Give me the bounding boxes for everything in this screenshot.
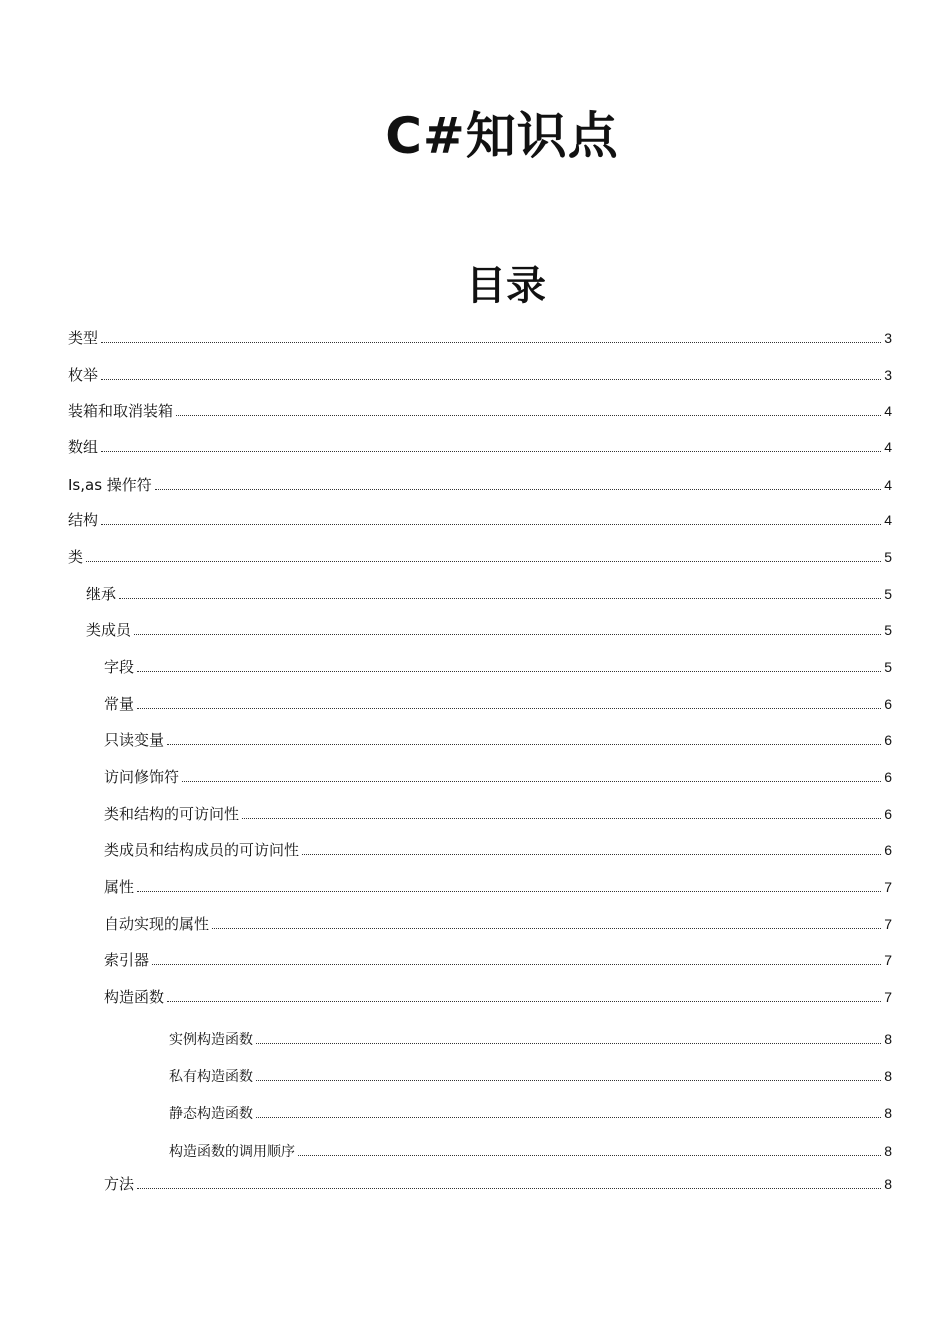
toc-entry-label: Is,as 操作符 bbox=[68, 476, 152, 494]
toc-entry-page: 6 bbox=[884, 806, 892, 822]
toc-entry-page: 7 bbox=[884, 952, 892, 968]
toc-leader bbox=[152, 964, 881, 965]
toc-entry-label: 结构 bbox=[68, 511, 99, 529]
toc-entry-page: 4 bbox=[884, 403, 892, 419]
toc-entry[interactable] bbox=[169, 1103, 892, 1124]
toc-entry-label: 属性 bbox=[104, 878, 135, 896]
toc-entry[interactable] bbox=[169, 1066, 892, 1087]
toc-entry-label: 类型 bbox=[68, 329, 99, 347]
toc-entry-page: 5 bbox=[884, 549, 892, 565]
toc-entry-label: 装箱和取消装箱 bbox=[68, 402, 174, 420]
toc-leader bbox=[101, 451, 881, 452]
toc-entry[interactable] bbox=[104, 987, 892, 1007]
toc-leader bbox=[134, 634, 881, 635]
toc-entry-page: 4 bbox=[884, 477, 892, 493]
toc-entry[interactable] bbox=[68, 547, 892, 567]
toc-entry-label: 访问修饰符 bbox=[104, 768, 180, 786]
toc-leader bbox=[119, 598, 881, 599]
toc-entry[interactable] bbox=[68, 510, 892, 530]
toc-entry[interactable] bbox=[104, 694, 892, 714]
toc-entry[interactable] bbox=[104, 840, 892, 860]
toc-entry-page: 8 bbox=[884, 1105, 892, 1121]
toc-leader bbox=[137, 891, 881, 892]
toc-leader bbox=[86, 561, 881, 562]
toc-entry-label: 类 bbox=[68, 548, 84, 566]
toc-leader bbox=[101, 342, 881, 343]
toc-leader bbox=[167, 744, 881, 745]
toc-heading: 目录 bbox=[466, 263, 546, 309]
toc-leader bbox=[101, 379, 881, 380]
toc-leader bbox=[155, 489, 881, 490]
toc-entry-page: 6 bbox=[884, 696, 892, 712]
toc-leader bbox=[137, 1188, 881, 1189]
toc-entry-page: 8 bbox=[884, 1068, 892, 1084]
toc-entry-page: 5 bbox=[884, 659, 892, 675]
toc-entry[interactable] bbox=[68, 437, 892, 457]
toc-leader bbox=[212, 928, 881, 929]
toc-entry-label: 静态构造函数 bbox=[169, 1106, 253, 1122]
toc-leader bbox=[298, 1155, 881, 1156]
toc-entry-page: 4 bbox=[884, 439, 892, 455]
toc-entry-label: 类和结构的可访问性 bbox=[104, 805, 240, 823]
toc-entry[interactable] bbox=[104, 877, 892, 897]
toc-leader bbox=[242, 818, 881, 819]
toc-entry-label: 只读变量 bbox=[104, 731, 165, 749]
toc-leader bbox=[176, 415, 881, 416]
toc-entry[interactable] bbox=[68, 328, 892, 348]
toc-entry-label: 私有构造函数 bbox=[169, 1069, 253, 1085]
toc-entry-label: 构造函数 bbox=[104, 988, 165, 1006]
toc-entry[interactable] bbox=[169, 1029, 892, 1050]
toc-entry-page: 8 bbox=[884, 1176, 892, 1192]
toc-entry-label: 数组 bbox=[68, 438, 99, 456]
toc-entry-label: 方法 bbox=[104, 1175, 135, 1193]
toc-leader bbox=[302, 854, 881, 855]
toc-entry-page: 3 bbox=[884, 330, 892, 346]
toc-entry[interactable] bbox=[68, 475, 892, 495]
toc-leader bbox=[182, 781, 881, 782]
toc-entry-label: 枚举 bbox=[68, 366, 99, 384]
toc-entry-label: 类成员 bbox=[86, 621, 132, 639]
toc-entry[interactable] bbox=[104, 767, 892, 787]
toc-entry-label: 继承 bbox=[86, 585, 117, 603]
toc-entry[interactable] bbox=[86, 584, 892, 604]
toc-entry-label: 构造函数的调用顺序 bbox=[169, 1144, 295, 1160]
toc-leader bbox=[256, 1043, 881, 1044]
toc-leader bbox=[137, 671, 881, 672]
toc-leader bbox=[101, 524, 881, 525]
toc-entry-label: 字段 bbox=[104, 658, 135, 676]
toc-leader bbox=[256, 1117, 881, 1118]
toc-entry[interactable] bbox=[86, 620, 892, 640]
toc-entry-page: 7 bbox=[884, 916, 892, 932]
toc-entry-page: 5 bbox=[884, 622, 892, 638]
toc-entry-page: 6 bbox=[884, 842, 892, 858]
toc-entry-label: 实例构造函数 bbox=[169, 1032, 253, 1048]
document-title: C#知识点 bbox=[385, 107, 619, 165]
toc-entry-label: 自动实现的属性 bbox=[104, 915, 210, 933]
toc-leader bbox=[137, 708, 881, 709]
toc-entry-page: 8 bbox=[884, 1143, 892, 1159]
toc-entry-page: 8 bbox=[884, 1031, 892, 1047]
toc-entry[interactable] bbox=[104, 1174, 892, 1194]
toc-entry-page: 3 bbox=[884, 367, 892, 383]
toc-entry-page: 7 bbox=[884, 989, 892, 1005]
toc-entry-page: 6 bbox=[884, 732, 892, 748]
toc-leader bbox=[256, 1080, 881, 1081]
toc-entry[interactable] bbox=[104, 804, 892, 824]
toc-entry-label: 类成员和结构成员的可访问性 bbox=[104, 841, 300, 859]
toc-entry-page: 4 bbox=[884, 512, 892, 528]
toc-entry[interactable] bbox=[104, 730, 892, 750]
toc-entry-label: 常量 bbox=[104, 695, 135, 713]
toc-entry-label: 索引器 bbox=[104, 951, 150, 969]
toc-entry[interactable] bbox=[104, 950, 892, 970]
toc-leader bbox=[167, 1001, 881, 1002]
toc-entry[interactable] bbox=[169, 1141, 892, 1162]
toc-entry-page: 6 bbox=[884, 769, 892, 785]
toc-entry[interactable] bbox=[104, 657, 892, 677]
toc-entry[interactable] bbox=[68, 401, 892, 421]
toc-entry-page: 7 bbox=[884, 879, 892, 895]
toc-entry[interactable] bbox=[68, 365, 892, 385]
toc-entry-page: 5 bbox=[884, 586, 892, 602]
toc-entry[interactable] bbox=[104, 914, 892, 934]
